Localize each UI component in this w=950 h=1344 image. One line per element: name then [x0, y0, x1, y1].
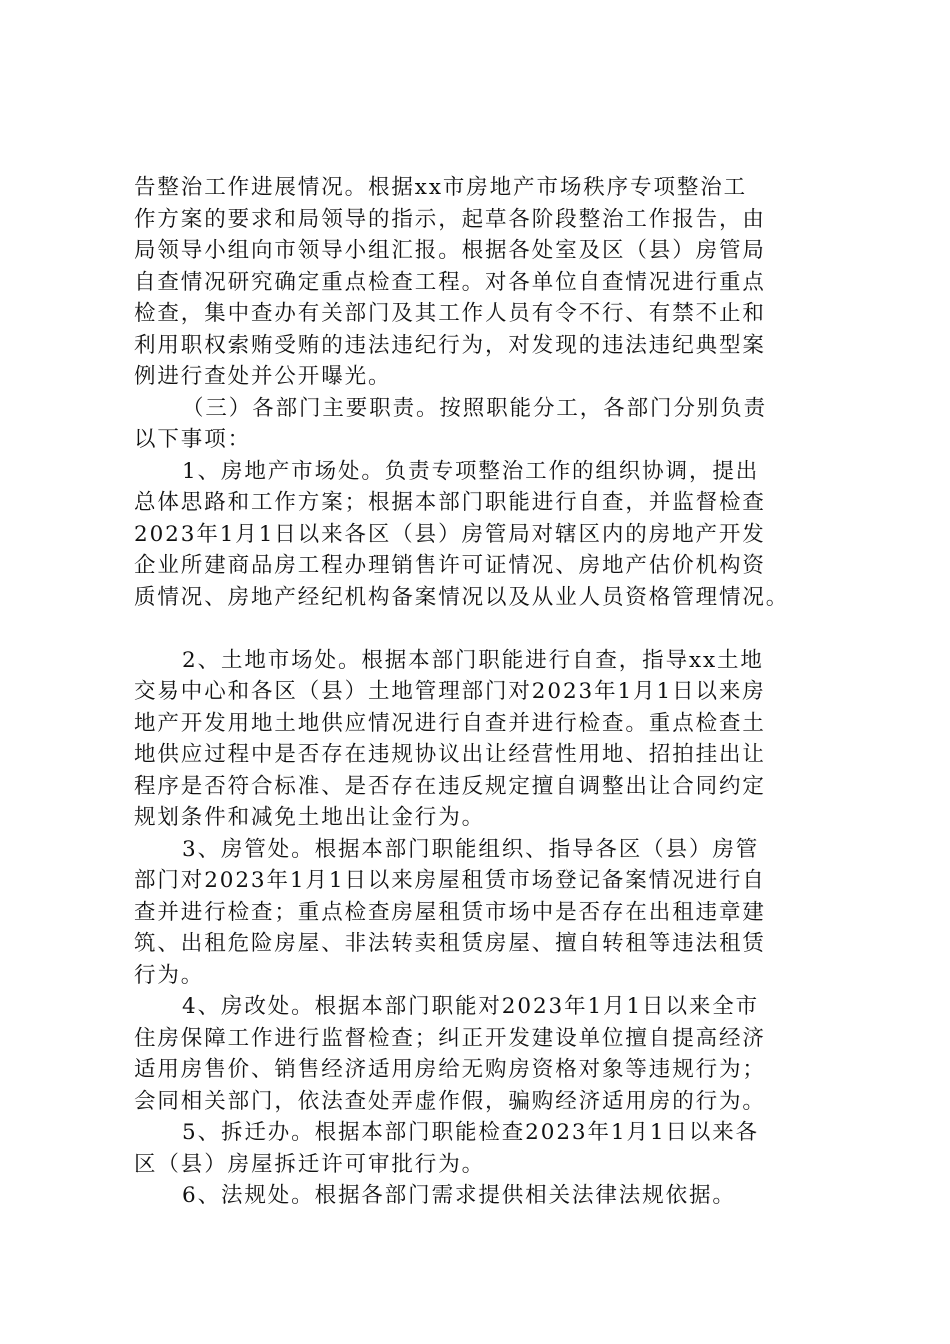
paragraph-gap: [134, 613, 834, 645]
text-line: 部门对2023年1月1日以来房屋租赁市场登记备案情况进行自: [134, 868, 766, 893]
text-line: 质情况、房地产经纪机构备案情况以及从业人员资格管理情况。: [134, 584, 790, 610]
document-body: [134, 172, 834, 1212]
text-line: 自查情况研究确定重点检查工程。对各单位自查情况进行重点: [134, 269, 766, 295]
text-line: 交易中心和各区（县）土地管理部门对2023年1月1日以来房: [134, 679, 766, 704]
text-line: 例进行查处并公开曝光。: [134, 364, 392, 389]
text-line: 地产开发用地土地供应情况进行自查并进行检查。重点检查土: [134, 710, 766, 736]
item-5-first-line: 5、拆迁办。根据本部门职能检查2023年1月1日以来各: [182, 1120, 760, 1145]
text-line: 利用职权索贿受贿的违法违纪行为，对发现的违法违纪典型案: [134, 332, 766, 358]
item-1-first-line: 1、房地产市场处。负责专项整治工作的组织协调，提出: [182, 458, 760, 484]
text-line: 筑、出租危险房屋、非法转卖租赁房屋、擅自转租等违法租赁: [134, 931, 766, 956]
text-line: 以下事项：: [134, 427, 252, 452]
text-line: 规划条件和减免土地出让金行为。: [134, 805, 486, 830]
text-line: 区（县）房屋拆迁许可审批行为。: [134, 1151, 486, 1177]
text-line: 程序是否符合标准、是否存在违反规定擅自调整出让合同约定: [134, 773, 766, 799]
text-line: 局领导小组向市领导小组汇报。根据各处室及区（县）房管局: [134, 238, 766, 263]
text-line: 适用房售价、销售经济适用房给无购房资格对象等违规行为；: [134, 1057, 766, 1082]
text-line: 总体思路和工作方案；根据本部门职能进行自查，并监督检查: [134, 490, 766, 515]
item-6-first-line: 6、法规处。根据各部门需求提供相关法律法规依据。: [182, 1183, 736, 1208]
text-line: 作方案的要求和局领导的指示，起草各阶段整治工作报告，由: [134, 206, 766, 232]
item-4-first-line: 4、房改处。根据本部门职能对2023年1月1日以来全市: [182, 994, 760, 1019]
text-line: 检查，集中查办有关部门及其工作人员有令不行、有禁不止和: [134, 301, 766, 326]
section-heading-line: （三）各部门主要职责。按照职能分工，各部门分别负责: [182, 395, 768, 421]
text-line: 地供应过程中是否存在违规协议出让经营性用地、招拍挂出让: [134, 742, 766, 767]
item-3-first-line: 3、房管处。根据本部门职能组织、指导各区（县）房管: [182, 836, 760, 862]
text-line: 查并进行检查；重点检查房屋租赁市场中是否存在出租违章建: [134, 899, 766, 925]
text-line: 2023年1月1日以来各区（县）房管局对辖区内的房地产开发: [134, 521, 766, 547]
item-2-first-line: 2、土地市场处。根据本部门职能进行自查，指导xx土地: [182, 647, 764, 673]
text-line: 行为。: [134, 962, 205, 988]
text-line: 住房保障工作进行监督检查；纠正开发建设单位擅自提高经济: [134, 1025, 766, 1051]
text-line: 企业所建商品房工程办理销售许可证情况、房地产估价机构资: [134, 553, 766, 578]
text-line: 会同相关部门，依法查处弄虚作假，骗购经济适用房的行为。: [134, 1088, 766, 1114]
text-line: 告整治工作进展情况。根据xx市房地产市场秩序专项整治工: [134, 175, 748, 200]
